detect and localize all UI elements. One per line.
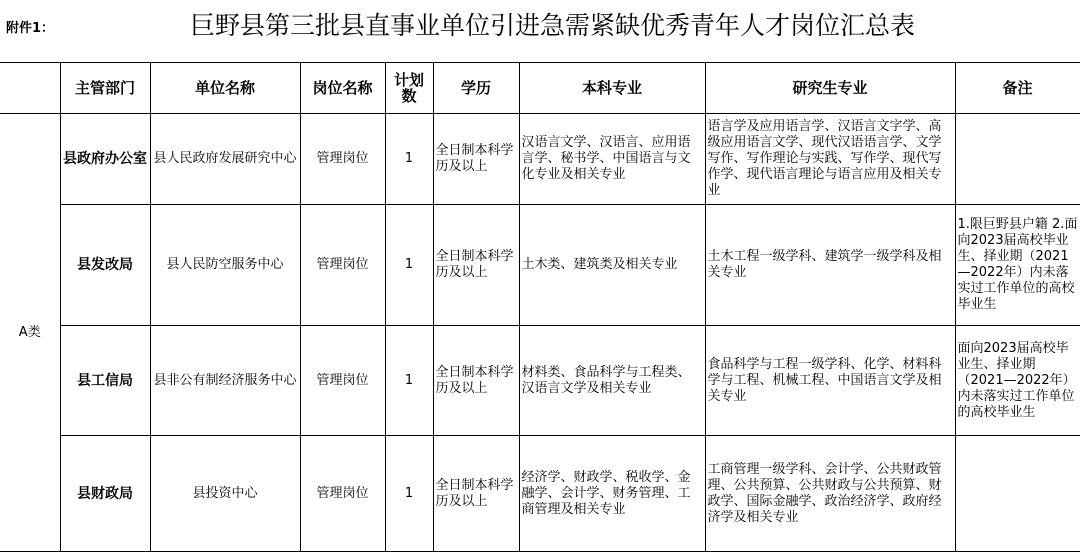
header-category bbox=[0, 63, 60, 114]
education-cell: 全日制本科学历及以上 bbox=[433, 205, 519, 326]
table-row bbox=[0, 436, 1080, 552]
position-cell: 管理岗位 bbox=[300, 326, 385, 436]
header-remarks: 备注 bbox=[955, 63, 1080, 114]
header-position: 岗位名称 bbox=[300, 63, 385, 114]
graduate-cell: 食品科学与工程一级学科、化学、材料科学与工程、机械工程、中国语言文学及相关专业 bbox=[705, 326, 955, 436]
remarks-cell bbox=[955, 114, 1080, 205]
header-department: 主管部门 bbox=[60, 63, 150, 114]
education-cell: 全日制本科学历及以上 bbox=[433, 114, 519, 205]
undergrad-cell: 材料类、食品科学与工程类、汉语言文学及相关专业 bbox=[519, 326, 705, 436]
header-education: 学历 bbox=[433, 63, 519, 114]
department-cell: 县发改局 bbox=[60, 205, 150, 326]
positions-table bbox=[0, 62, 1080, 552]
page-title: 巨野县第三批县直事业单位引进急需紧缺优秀青年人才岗位汇总表 bbox=[190, 11, 916, 40]
table-row bbox=[0, 326, 1080, 436]
table-row bbox=[0, 205, 1080, 326]
unit-cell: 县投资中心 bbox=[150, 436, 300, 552]
plan-cell: 1 bbox=[385, 436, 433, 552]
header-row bbox=[0, 63, 1080, 114]
position-cell: 管理岗位 bbox=[300, 114, 385, 205]
graduate-cell: 土木工程一级学科、建筑学一级学科及相关专业 bbox=[705, 205, 955, 326]
category-cell: A类 bbox=[0, 114, 60, 552]
position-cell: 管理岗位 bbox=[300, 205, 385, 326]
department-cell: 县政府办公室 bbox=[60, 114, 150, 205]
unit-cell: 县人民政府发展研究中心 bbox=[150, 114, 300, 205]
department-cell: 县财政局 bbox=[60, 436, 150, 552]
position-cell: 管理岗位 bbox=[300, 436, 385, 552]
remarks-cell: 面向2023届高校毕业生、择业期（2021—2022年）内未落实过工作单位的高校毕业生 bbox=[955, 326, 1080, 436]
remarks-cell: 1.限巨野县户籍 2.面向2023届高校毕业生、择业期（2021—2022年）内未落实过工作单位的高校毕业生 bbox=[955, 205, 1080, 326]
undergrad-cell: 经济学、财政学、税收学、金融学、会计学、财务管理、工商管理及相关专业 bbox=[519, 436, 705, 552]
unit-cell: 县人民防空服务中心 bbox=[150, 205, 300, 326]
undergrad-cell: 土木类、建筑类及相关专业 bbox=[519, 205, 705, 326]
header-plan: 计划数 bbox=[385, 63, 433, 114]
plan-cell: 1 bbox=[385, 205, 433, 326]
attachment-label: 附件1： bbox=[6, 21, 55, 36]
plan-cell: 1 bbox=[385, 114, 433, 205]
department-cell: 县工信局 bbox=[60, 326, 150, 436]
header-graduate: 研究生专业 bbox=[705, 63, 955, 114]
education-cell: 全日制本科学历及以上 bbox=[433, 436, 519, 552]
plan-cell: 1 bbox=[385, 326, 433, 436]
graduate-cell: 语言学及应用语言学、汉语言文字学、高级应用语言文学、现代汉语语言学、文学写作、写作理论与实践、写作学、现代写作学、现代语言理论与语言应用及相关专业 bbox=[705, 114, 955, 205]
header-unit: 单位名称 bbox=[150, 63, 300, 114]
undergrad-cell: 汉语言文学、汉语言、应用语言学、秘书学、中国语言与文化专业及相关专业 bbox=[519, 114, 705, 205]
header-undergrad: 本科专业 bbox=[519, 63, 705, 114]
remarks-cell bbox=[955, 436, 1080, 552]
table-row bbox=[0, 114, 1080, 205]
education-cell: 全日制本科学历及以上 bbox=[433, 326, 519, 436]
unit-cell: 县非公有制经济服务中心 bbox=[150, 326, 300, 436]
graduate-cell: 工商管理一级学科、会计学、公共财政管理、公共预算、公共财政与公共预算、财政学、国际金融学、政治经济学、政府经济学及相关专业 bbox=[705, 436, 955, 552]
